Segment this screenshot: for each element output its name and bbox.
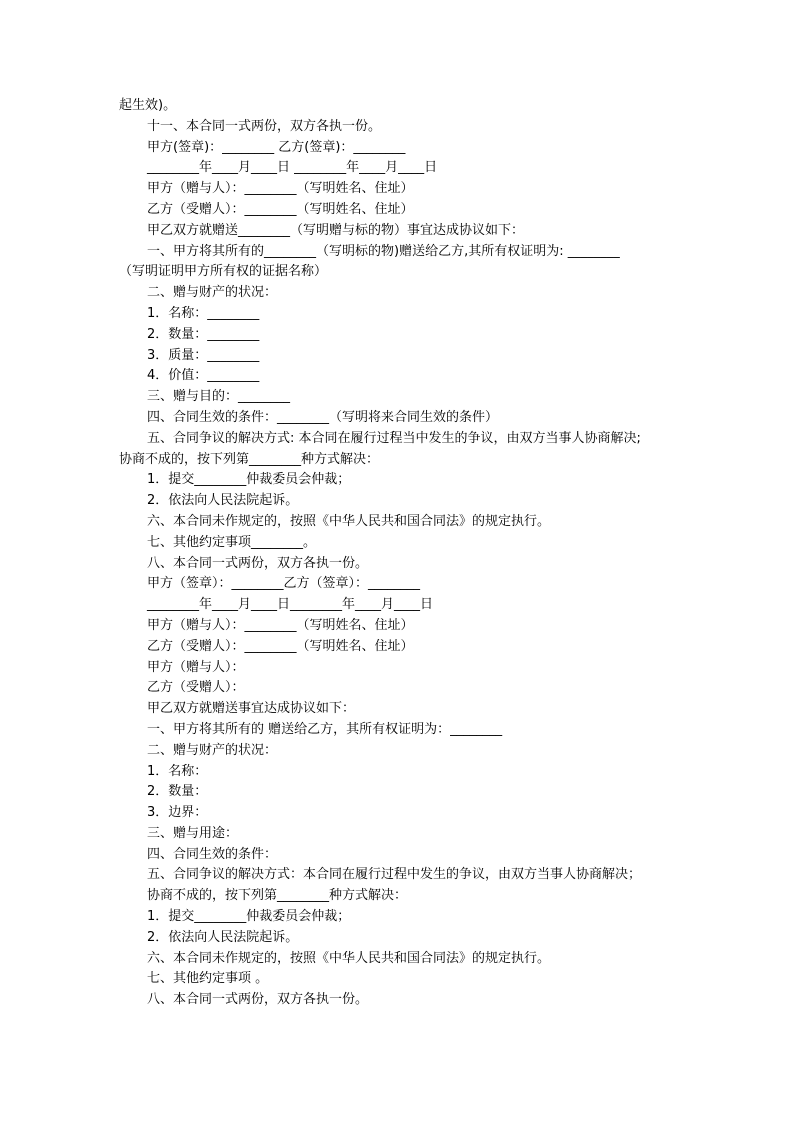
document-line: ________年____月____日 ________年____月____日 [147,160,438,176]
document-body [119,96,679,1011]
document-line: 八、本合同一式两份，双方各执一份。 [147,555,369,571]
document-line: 五、合同争议的解决方式: 本合同在履行过程当中发生的争议，由双方当事人协商解决; [147,430,641,446]
document-line: 2．数量： [147,784,208,800]
document-line: 乙方（受赠人）：________（写明姓名、住址） [147,638,414,654]
document-line: 七、其他约定事项________。 [147,534,317,550]
document-line: 1．名称：________ [147,305,260,321]
document-line: 2．数量：________ [147,326,260,342]
document-line: 1．名称： [147,763,208,779]
document-line: 三、赠与目的：________ [147,389,291,405]
document-line: 3．质量：________ [147,347,260,363]
document-line: 1．提交________仲裁委员会仲裁； [147,909,351,925]
document-line: 二、赠与财产的状况： [147,285,278,301]
document-line: 一、甲方将其所有的________（写明标的物)赠送给乙方,其所有权证明为: ________ [147,243,620,259]
document-line: 2．依法向人民法院起诉。 [147,493,299,509]
document-line: ________年____月____日________年____月____日 [147,597,434,613]
document-line: 甲方（赠与人）：________（写明姓名、住址） [147,617,414,633]
document-line: 四、合同生效的条件：________（写明将来合同生效的条件） [147,409,499,425]
document-line: （写明证明甲方所有权的证据名称） [119,264,328,280]
document-line: 三、赠与用途： [147,825,239,841]
document-line: 六、本合同未作规定的，按照《中华人民共和国合同法》的规定执行。 [147,513,551,529]
document-line: 协商不成的，按下列第________种方式解决： [119,451,380,467]
document-line: 3．边界： [147,805,208,821]
document-line: 六、本合同未作规定的，按照《中华人民共和国合同法》的规定执行。 [147,950,551,966]
document-line: 七、其他约定事项 。 [147,971,269,987]
document-line: 甲乙双方就赠送事宜达成协议如下： [147,701,356,717]
document-line: 甲乙双方就赠送________（写明赠与标的物）事宜达成协议如下： [147,222,525,238]
document-line: 甲方（签章）：________乙方（签章）：________ [147,576,421,592]
document-line: 乙方（受赠人）： [147,680,245,696]
document-line: 乙方（受赠人）：________（写明姓名、住址） [147,201,414,217]
document-line: 五、合同争议的解决方式：本合同在履行过程中发生的争议，由双方当事人协商解决； [147,867,642,883]
document-line: 协商不成的，按下列第________种方式解决： [147,888,408,904]
document-line: 四、合同生效的条件： [147,846,278,862]
document-line: 十一、本合同一式两份，双方各执一份。 [147,118,382,134]
document-line: 一、甲方将其所有的 赠送给乙方，其所有权证明为：________ [147,721,503,737]
document-line: 甲方（赠与人）：________（写明姓名、住址） [147,181,414,197]
document-line: 1．提交________仲裁委员会仲裁； [147,472,351,488]
document-line: 甲方(签章)：________ 乙方(签章)：________ [147,139,406,155]
document-line: 甲方（赠与人）： [147,659,245,675]
document-line: 4．价值：________ [147,368,260,384]
document-line: 八、本合同一式两份，双方各执一份。 [147,992,369,1008]
document-line: 起生效)。 [119,98,177,113]
document-line: 2．依法向人民法院起诉。 [147,929,299,945]
document-line: 二、赠与财产的状况： [147,742,278,758]
